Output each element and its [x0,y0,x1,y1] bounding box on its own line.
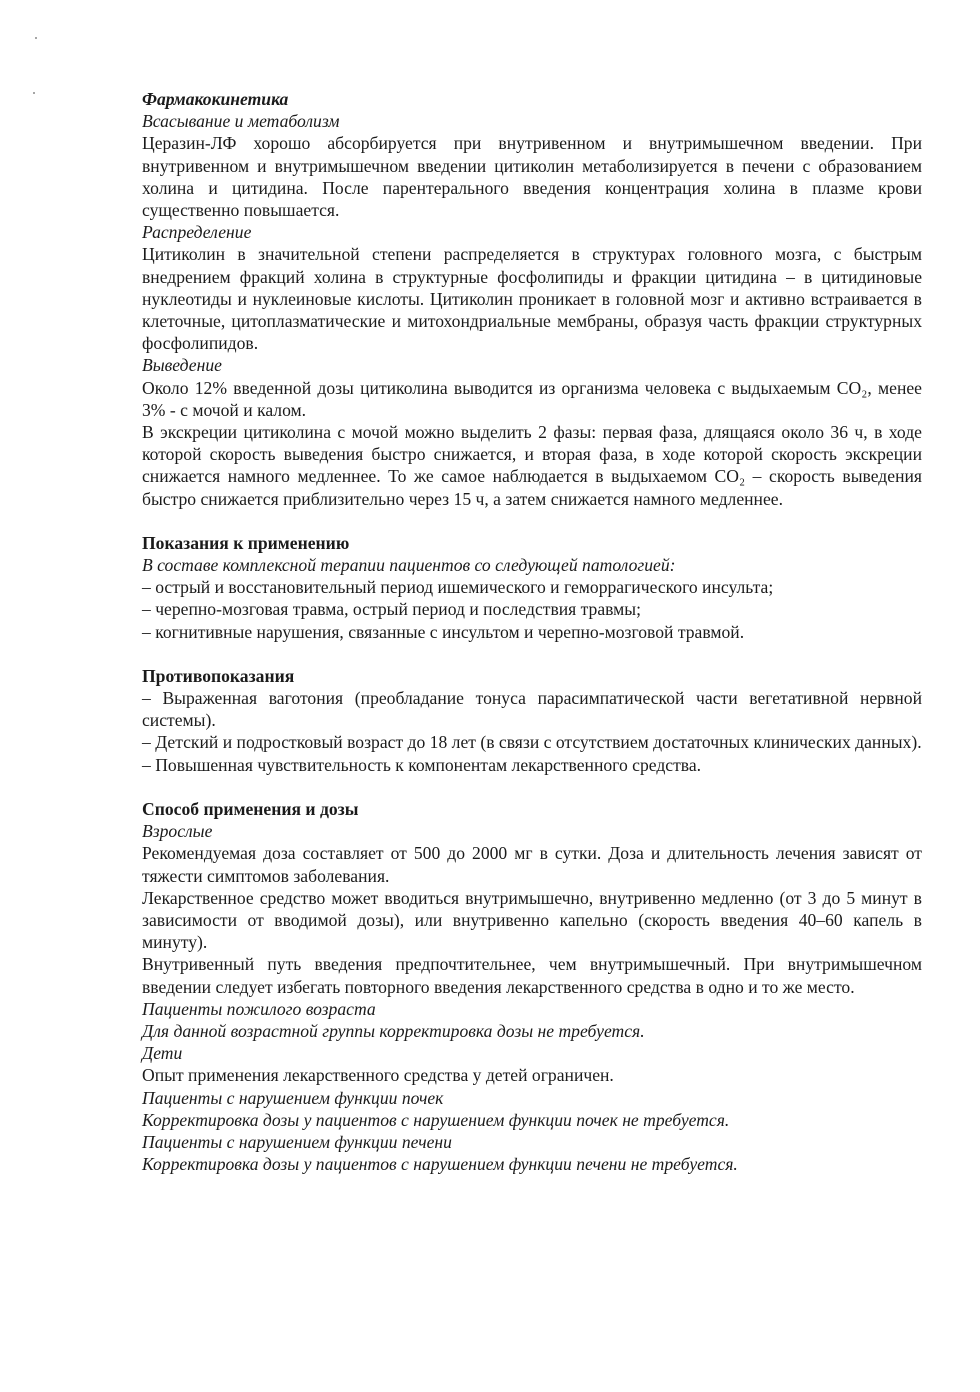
excretion-paragraph: Около 12% введенной дозы цитиколина выводится из организма человека с выдыхаемым CO₂, менее 3% - с мочой и калом. [142,377,922,420]
contraindications-section [142,665,922,776]
pharmacokinetics-section [142,88,922,510]
contraindication-item: – Повышенная чувствительность к компонентам лекарственного средства. [142,754,702,775]
hepatic-text: Корректировка дозы у пациентов с нарушением функции печени не требуется. [142,1154,738,1175]
excretion-phases-paragraph: В экскреции цитиколина с мочой можно выделить 2 фазы: первая фаза, длящаяся около 36 ч, в ходе которой скорость выведения быстро снижается, и вторая фаза, в ходе которой скорость экскреции снижается намного медленнее. То же самое наблюдается в выдыхаемом CO₂ – скорость выведения быстро снижается приблизительно через 15 ч, а затем снижается намного медленнее. [142,422,922,509]
scan-speck [35,37,37,39]
pharmacokinetics-heading: Фармакокинетика [142,89,289,109]
distribution-paragraph: Цитиколин в значительной степени распределяется в структурах головного мозга, с быстрым внедрением фракций холина в структурные фосфолипиды и фракции цитидина – в цитидиновые нуклеотиды и нуклеиновые кислоты. Цитиколин проникает в головной мозг и активно встраивается в клеточные, цитоплазматические и митохондриальные мембраны, образуя часть фракции структурных фосфолипидов. [142,244,922,354]
absorption-subheading: Всасывание и метаболизм [142,111,340,132]
excretion-subheading: Выведение [142,355,222,376]
indication-item: – черепно-мозговая травма, острый период и последствия травмы; [142,599,642,620]
document-page [142,88,922,1175]
contraindication-item: – Выраженная ваготония (преобладание тонуса парасимпатической части вегетативной нервной системы). [142,688,922,731]
contraindications-heading: Противопоказания [142,665,295,686]
dosage-heading: Способ применения и дозы [142,798,359,819]
indications-intro: В составе комплексной терапии пациентов со следующей патологией: [142,555,676,576]
section-spacer [142,776,922,798]
dosage-section [142,798,922,1175]
indication-item: – острый и восстановительный период ишемического и геморрагического инсульта; [142,577,774,598]
elderly-text: Для данной возрастной группы корректировка дозы не требуется. [142,1020,645,1041]
renal-text: Корректировка дозы у пациентов с нарушением функции почек не требуется. [142,1109,730,1130]
section-spacer [142,643,922,665]
renal-subheading: Пациенты с нарушением функции почек [142,1087,444,1108]
adults-preference-paragraph: Внутривенный путь введения предпочтительнее, чем внутримышечный. При внутримышечном введении следует избегать повторного введения лекарственного средства в одно и то же место. [142,954,922,997]
hepatic-subheading: Пациенты с нарушением функции печени [142,1131,452,1152]
section-spacer [142,510,922,532]
children-text: Опыт применения лекарственного средства у детей ограничен. [142,1065,614,1086]
indications-heading: Показания к применению [142,532,350,553]
indication-item: – когнитивные нарушения, связанные с инсультом и черепно-мозговой травмой. [142,621,745,642]
distribution-subheading: Распределение [142,222,252,243]
children-subheading: Дети [142,1043,183,1064]
absorption-paragraph: Церазин-ЛФ хорошо абсорбируется при внутривенном и внутримышечном введении. При внутривенном и внутримышечном введении цитиколин метаболизируется в печени с образованием холина и цитидина. После парентерального введения концентрация холина в плазме крови существенно повышается. [142,133,922,221]
adults-subheading: Взрослые [142,821,213,842]
adults-route-paragraph: Лекарственное средство может вводиться внутримышечно, внутривенно медленно (от 3 до 5 минут в зависимости от вводимой дозы), или внутривенно капельно (скорость введения 40–60 капель в минуту). [142,887,922,953]
scan-speck [33,92,35,94]
adults-dose-paragraph: Рекомендуемая доза составляет от 500 до 2000 мг в сутки. Доза и длительность лечения зависят от тяжести симптомов заболевания. [142,843,922,886]
elderly-subheading: Пациенты пожилого возраста [142,998,376,1019]
indications-section [142,532,922,643]
contraindication-item: – Детский и подростковый возраст до 18 лет (в связи с отсутствием достаточных клинических данных). [142,732,922,753]
